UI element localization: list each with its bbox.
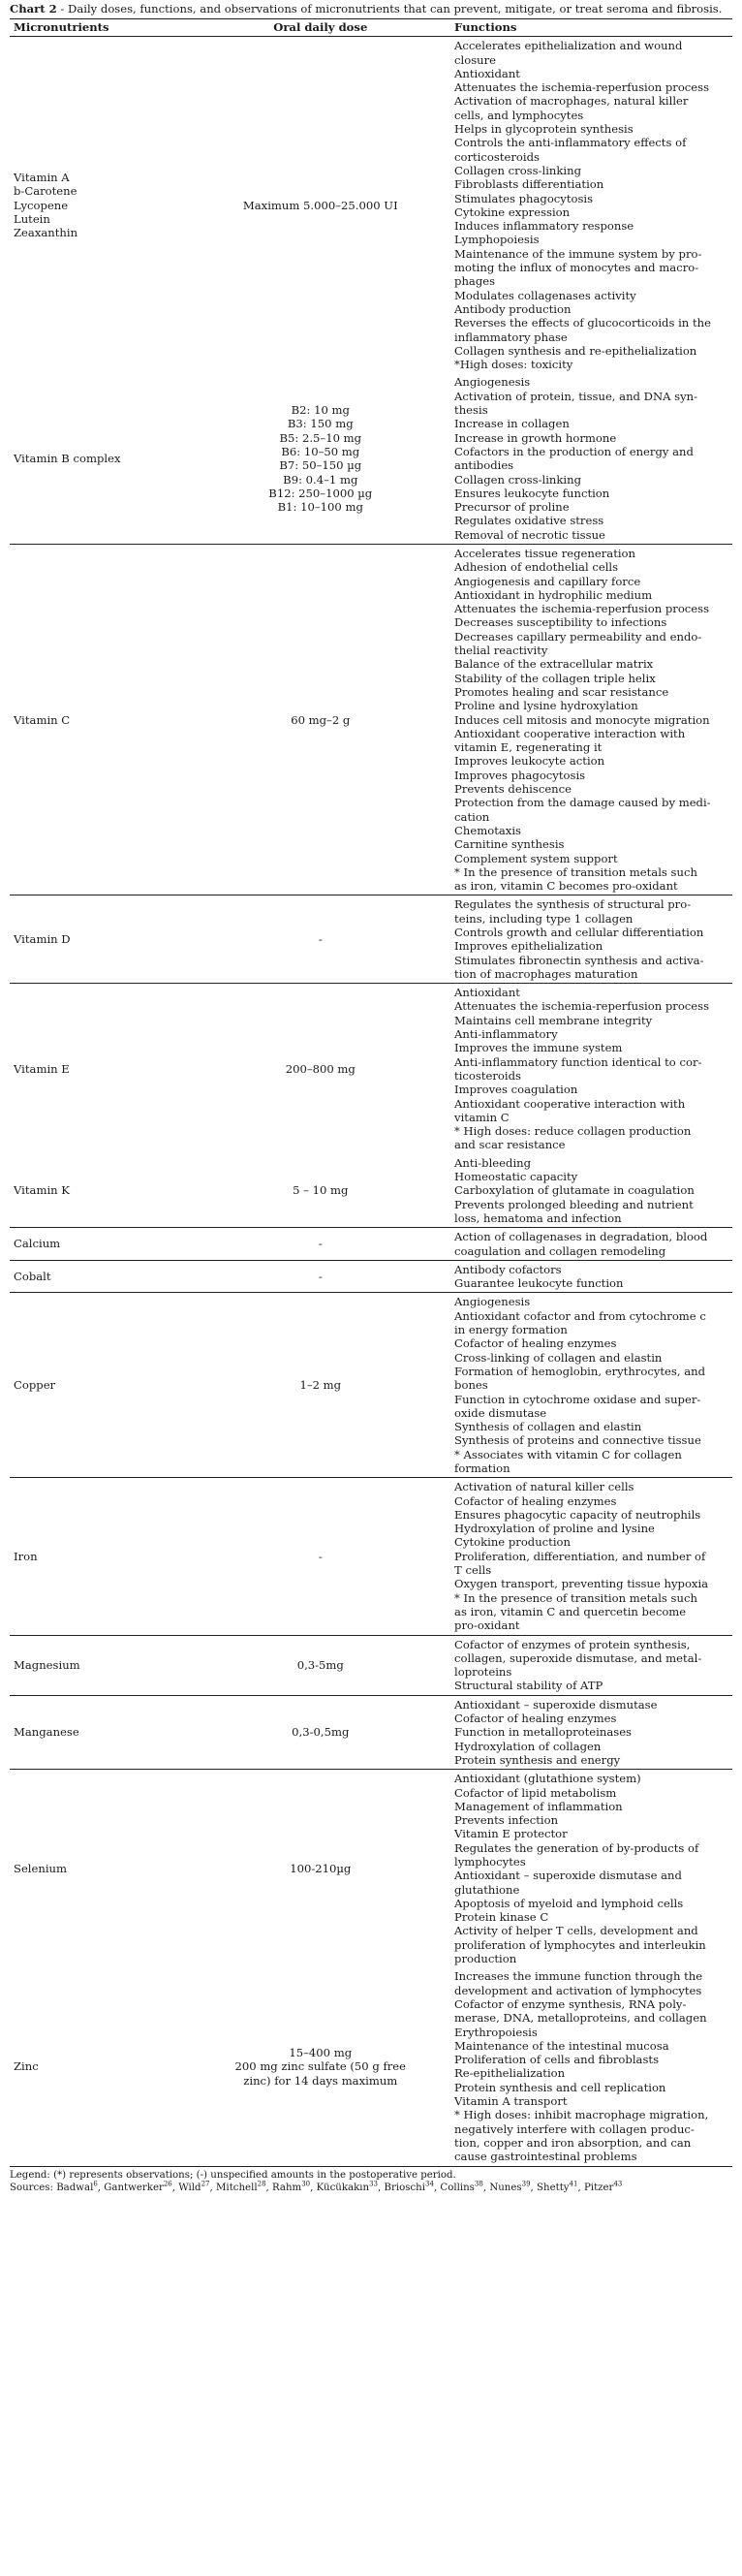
cell-line: Stimulates phagocytosis (454, 191, 594, 205)
cell-line: Function in cytochrome oxidase and super- (454, 1392, 701, 1406)
table-row (10, 544, 732, 895)
cell-line: Oxygen transport, preventing tissue hypoxia (454, 1577, 709, 1591)
cell-line: Protein synthesis and energy (454, 1752, 621, 1767)
source-name: Rahm (272, 2182, 302, 2193)
cell-line: Cytokine expression (454, 204, 571, 219)
cell-line: Precursor of proline (454, 500, 570, 515)
cell-line: Stability of the collagen triple helix (454, 671, 656, 685)
cell-line: Anti-inflammatory (454, 1027, 558, 1042)
table-row (10, 1635, 732, 1695)
source-name: Kücükakın (316, 2182, 370, 2193)
cell-line: proliferation of lymphocytes and interleukin (454, 1937, 706, 1952)
table-row (10, 895, 732, 984)
cell-line: Vitamin A (14, 171, 70, 185)
nutrient-cell (10, 544, 191, 895)
nutrient-cell (10, 895, 191, 984)
cell-line: * High doses: reduce collagen production (454, 1124, 692, 1139)
cell-line: vitamin C (454, 1110, 510, 1124)
source-ref: 38 (474, 2180, 483, 2188)
cell-line: Improves epithelialization (454, 939, 603, 954)
table-row (10, 1260, 732, 1293)
cell-line: Ensures leukocyte function (454, 486, 610, 500)
functions-cell (450, 1967, 732, 2166)
source-name: Shetty (537, 2182, 570, 2193)
source-name: Gantwerker (104, 2182, 164, 2193)
cell-line: Regulates oxidative stress (454, 514, 604, 528)
dose-cell (191, 895, 451, 984)
functions-cell (450, 1478, 732, 1635)
cell-line: Improves coagulation (454, 1083, 578, 1097)
cell-line: Cross-linking of collagen and elastin (454, 1350, 663, 1365)
cell-line: Angiogenesis (454, 375, 531, 390)
cell-line: Cofactor of lipid metabolism (454, 1785, 617, 1800)
cell-line: Lutein (14, 212, 50, 226)
cell-line: Antioxidant cooperative interaction with (454, 1096, 686, 1111)
cell-line: Maintenance of the intestinal mucosa (454, 2038, 669, 2053)
cell-line: Zinc (14, 2059, 39, 2074)
micronutrients-table (10, 18, 732, 2167)
nutrient-cell (10, 373, 191, 544)
cell-line: Apoptosis of myeloid and lymphoid cells (454, 1896, 684, 1910)
table-row (10, 373, 732, 544)
cell-line: Antioxidant – superoxide dismutase and (454, 1869, 682, 1883)
cell-line: Homeostatic capacity (454, 1170, 578, 1184)
cell-line: B9: 0.4–1 mg (283, 472, 358, 487)
source-ref: 39 (521, 2180, 531, 2188)
cell-line: Chemotaxis (454, 823, 521, 837)
cell-line: Formation of hemoglobin, erythrocytes, and (454, 1364, 706, 1378)
cell-line: glutathione (454, 1882, 520, 1897)
cell-line: Activation of natural killer cells (454, 1480, 634, 1494)
dose-cell (191, 373, 451, 544)
cell-line: Antioxidant in hydrophilic medium (454, 587, 653, 602)
cell-line: Reverses the effects of glucocorticoids in the (454, 316, 711, 330)
source-ref: 34 (425, 2180, 434, 2188)
cell-line: cells, and lymphocytes (454, 108, 584, 122)
cell-line: Induces inflammatory response (454, 219, 634, 234)
cell-line: and scar resistance (454, 1138, 566, 1152)
cell-line: Decreases capillary permeability and endo- (454, 629, 702, 644)
cell-line: 200–800 mg (285, 1061, 356, 1076)
cell-line: Decreases susceptibility to infections (454, 615, 667, 630)
functions-cell (450, 1228, 732, 1261)
cell-line: antibodies (454, 458, 514, 473)
cell-line: Copper (14, 1378, 56, 1393)
legend-text: Legend: (*) represents observations; (-) unspecified amounts in the postoperative period. (10, 2169, 456, 2181)
cell-line: Protein kinase C (454, 1910, 549, 1925)
cell-line: 100-210µg (290, 1862, 352, 1876)
source-name: Badwal (56, 2182, 94, 2193)
dose-cell (191, 544, 451, 895)
nutrient-cell (10, 1260, 191, 1293)
source-ref: 28 (257, 2180, 266, 2188)
cell-line: Maximum 5.000–25.000 UI (242, 198, 398, 212)
cell-line: Stimulates fibronectin synthesis and activa- (454, 953, 704, 967)
cell-line: Vitamin K (14, 1183, 70, 1198)
cell-line: Hydroxylation of proline and lysine (454, 1522, 655, 1536)
cell-line: 60 mg–2 g (291, 712, 351, 727)
cell-line: Synthesis of proteins and connective tissue (454, 1433, 701, 1448)
table-body (10, 37, 732, 2166)
cell-line: Synthesis of collagen and elastin (454, 1420, 642, 1434)
cell-line: bones (454, 1378, 488, 1393)
cell-line: Zeaxanthin (14, 226, 78, 240)
cell-line: - (318, 1269, 323, 1283)
nutrient-cell (10, 984, 191, 1154)
cell-line: thelial reactivity (454, 644, 548, 658)
cell-line: inflammatory phase (454, 330, 568, 344)
cell-line: in energy formation (454, 1323, 568, 1337)
cell-line: Attenuates the ischemia-reperfusion process (454, 602, 710, 616)
cell-line: vitamin E, regenerating it (454, 740, 603, 755)
cell-line: 5 – 10 mg (293, 1183, 349, 1198)
sources-line: Sources: Badwal$^6$, Gantwerker$^{26}$, Wild$^{27}$, Mitchell$^{28}$, Rahm$^{30}$, Kücükakın$^{33}$, Brioschi$^{34}$, Collins$^{38}$, Nunes$^{39}$, Shetty$^{41}$, Pitzer$^{43}$ (10, 2180, 623, 2193)
cell-line: * High doses: inhibit macrophage migration, (454, 2108, 709, 2122)
cell-line: oxide dismutase (454, 1405, 547, 1420)
functions-cell (450, 37, 732, 374)
functions-cell (450, 1695, 732, 1769)
functions-cell (450, 1154, 732, 1228)
cell-line: Antioxidant (454, 66, 520, 80)
dose-cell (191, 1228, 451, 1261)
dose-cell (191, 1478, 451, 1635)
cell-line: Improves phagocytosis (454, 768, 586, 782)
cell-line: Iron (14, 1549, 38, 1563)
header-micronutrients: Micronutrients (10, 19, 191, 37)
functions-cell (450, 984, 732, 1154)
cell-line: Attenuates the ischemia-reperfusion process (454, 80, 710, 95)
cell-line: Increase in collagen (454, 417, 570, 431)
cell-line: phages (454, 274, 496, 289)
cell-line: Antioxidant cooperative interaction with (454, 726, 686, 740)
cell-line: Angiogenesis (454, 1295, 531, 1309)
cell-line: Guarantee leukocyte function (454, 1276, 624, 1291)
cell-line: Vitamin B complex (14, 452, 121, 466)
sources-prefix: Sources: (10, 2182, 57, 2193)
cell-line: negatively interfere with collagen produc- (454, 2121, 695, 2136)
cell-line: formation (454, 1461, 510, 1475)
cell-line: Helps in glycoprotein synthesis (454, 122, 634, 137)
source-ref: 33 (369, 2180, 379, 2188)
cell-line: Antibody production (454, 301, 572, 316)
cell-line: Cobalt (14, 1269, 51, 1283)
cell-line: Vitamin E protector (454, 1827, 568, 1841)
cell-line: Re-epithelialization (454, 2066, 566, 2081)
cell-line: Controls the anti-inflammatory effects of (454, 136, 687, 150)
cell-line: * Associates with vitamin C for collagen (454, 1447, 682, 1461)
nutrient-cell (10, 1967, 191, 2166)
cell-line: Adhesion of endothelial cells (454, 560, 619, 575)
dose-cell (191, 1293, 451, 1478)
functions-cell (450, 1635, 732, 1695)
cell-line: Collagen cross-linking (454, 472, 581, 487)
cell-line: Increases the immune function through the (454, 1969, 703, 1984)
cell-line: B5: 2.5–10 mg (279, 430, 362, 445)
source-ref: 30 (301, 2180, 311, 2188)
functions-cell (450, 895, 732, 984)
source-ref: 26 (163, 2180, 172, 2188)
cell-line: merase, DNA, metalloproteins, and collagen (454, 2011, 707, 2026)
functions-cell (450, 1293, 732, 1478)
header-oral-daily-dose: Oral daily dose (191, 19, 451, 37)
cell-line: Activation of protein, tissue, and DNA syn- (454, 389, 698, 403)
cell-line: Vitamin A transport (454, 2094, 568, 2109)
cell-line: Collagen synthesis and re-epithelialization (454, 343, 697, 358)
dose-cell (191, 1154, 451, 1228)
cell-line: Balance of the extracellular matrix (454, 657, 654, 672)
source-name: Collins (440, 2182, 475, 2193)
cell-line: Management of inflammation (454, 1799, 623, 1813)
cell-line: 1–2 mg (299, 1378, 342, 1393)
cell-line: Structural stability of ATP (454, 1679, 603, 1693)
cell-line: Ensures phagocytic capacity of neutrophils (454, 1507, 701, 1522)
table-header (10, 19, 732, 37)
nutrient-cell (10, 1695, 191, 1769)
cell-line: Activity of helper T cells, development and (454, 1924, 698, 1938)
cell-line: coagulation and collagen remodeling (454, 1243, 666, 1258)
cell-line: Attenuates the ischemia-reperfusion process (454, 999, 710, 1014)
cell-line: Removal of necrotic tissue (454, 527, 605, 542)
cell-line: teins, including type 1 collagen (454, 911, 634, 926)
cell-line: Maintains cell membrane integrity (454, 1013, 653, 1027)
cell-line: Calcium (14, 1237, 61, 1251)
cell-line: Protein synthesis and cell replication (454, 2080, 666, 2094)
dose-cell (191, 1695, 451, 1769)
cell-line: Antioxidant (glutathione system) (454, 1772, 641, 1786)
cell-line: collagen, superoxide dismutase, and metal- (454, 1650, 702, 1665)
cell-line: loproteins (454, 1665, 512, 1680)
table-row (10, 1228, 732, 1261)
cell-line: tion of macrophages maturation (454, 966, 638, 981)
cell-line: pro-oxidant (454, 1618, 520, 1633)
cell-line: - (318, 1237, 323, 1251)
nutrient-cell (10, 1478, 191, 1635)
cell-line: * In the presence of transition metals such (454, 1590, 697, 1605)
cell-line: Collagen cross-linking (454, 163, 581, 177)
functions-cell (450, 373, 732, 544)
cell-line: - (318, 932, 323, 947)
cell-line: B3: 150 mg (287, 417, 354, 431)
cell-line: ticosteroids (454, 1068, 521, 1083)
cell-line: Proline and lysine hydroxylation (454, 699, 638, 713)
source-name: Mitchell (216, 2182, 258, 2193)
source-ref: 43 (613, 2180, 623, 2188)
cell-line: Modulates collagenases activity (454, 288, 636, 302)
cell-line: Prevents dehiscence (454, 782, 572, 797)
table-row (10, 1770, 732, 1968)
cell-line: Lymphopoiesis (454, 233, 540, 247)
cell-line: Controls growth and cellular differentiation (454, 926, 704, 939)
cell-line: Carnitine synthesis (454, 837, 565, 852)
cell-line: Anti-inflammatory function identical to cor- (454, 1054, 702, 1069)
cell-line: Induces cell mitosis and monocyte migration (454, 712, 710, 727)
cell-line: Function in metalloproteinases (454, 1725, 633, 1740)
cell-line: Manganese (14, 1725, 79, 1740)
table-row (10, 984, 732, 1154)
cell-line: closure (454, 52, 497, 67)
table-caption (10, 2, 732, 16)
cell-line: Anti-bleeding (454, 1155, 532, 1170)
source-ref: 41 (569, 2180, 578, 2188)
cell-line: Prevents prolonged bleeding and nutrient (454, 1197, 694, 1211)
cell-line: production (454, 1952, 517, 1966)
cell-line: Vitamin D (14, 932, 71, 947)
cell-line: 200 mg zinc sulfate (50 g free (234, 2059, 407, 2074)
cell-line: Antioxidant cofactor and from cytochrome c (454, 1308, 706, 1323)
cell-line: Protection from the damage caused by medi- (454, 796, 711, 810)
cell-line: zinc) for 14 days maximum (243, 2073, 398, 2088)
cell-line: Prevents infection (454, 1813, 559, 1828)
cell-line: T cells (454, 1563, 492, 1578)
cell-line: Cytokine production (454, 1535, 571, 1550)
table-row (10, 1695, 732, 1769)
header-functions: Functions (450, 19, 732, 37)
cell-line: as iron, vitamin C becomes pro-oxidant (454, 879, 678, 894)
caption-text: - Daily doses, functions, and observations of micronutrients that can prevent, mitigate, or treat seroma and fibrosis. (56, 2, 723, 16)
cell-line: B6: 10–50 mg (281, 444, 360, 458)
cell-line: B2: 10 mg (291, 403, 350, 418)
cell-line: Antibody cofactors (454, 1262, 562, 1276)
cell-line: Selenium (14, 1862, 68, 1876)
cell-line: Magnesium (14, 1657, 80, 1672)
cell-line: - (318, 1549, 323, 1563)
cell-line: Vitamin C (14, 712, 71, 727)
cell-line: Cofactors in the production of energy and (454, 444, 694, 458)
table-row (10, 1154, 732, 1228)
cell-line: Erythropoiesis (454, 2025, 538, 2039)
cell-line: lymphocytes (454, 1855, 526, 1869)
cell-line: Cofactor of healing enzymes (454, 1336, 617, 1351)
cell-line: Hydroxylation of collagen (454, 1739, 602, 1753)
cell-line: Angiogenesis and capillary force (454, 574, 641, 588)
cell-line: Activation of macrophages, natural killer (454, 94, 689, 109)
cell-line: cause gastrointestinal problems (454, 2150, 637, 2164)
cell-line: Accelerates epithelialization and wound (454, 39, 683, 53)
source-name: Nunes (489, 2182, 522, 2193)
dose-cell (191, 37, 451, 374)
cell-line: Lycopene (14, 198, 69, 212)
nutrient-cell (10, 37, 191, 374)
cell-line: B1: 10–100 mg (277, 500, 363, 515)
cell-line: Cofactor of healing enzymes (454, 1712, 617, 1726)
cell-line: Action of collagenases in degradation, blood (454, 1230, 708, 1244)
functions-cell (450, 1770, 732, 1968)
cell-line: as iron, vitamin C and quercetin become (454, 1604, 687, 1618)
nutrient-cell (10, 1293, 191, 1478)
nutrient-cell (10, 1770, 191, 1968)
cell-line: Cofactor of enzyme synthesis, RNA poly- (454, 1996, 687, 2011)
cell-line: Vitamin E (14, 1061, 70, 1076)
cell-line: Antioxidant – superoxide dismutase (454, 1697, 658, 1712)
functions-cell (450, 1260, 732, 1293)
dose-cell (191, 1770, 451, 1968)
cell-line: Improves the immune system (454, 1041, 623, 1055)
source-name: Pitzer (583, 2182, 614, 2193)
cell-line: Accelerates tissue regeneration (454, 546, 636, 560)
cell-line: thesis (454, 403, 488, 418)
source-name: Wild (178, 2182, 201, 2193)
cell-line: cation (454, 809, 490, 824)
nutrient-cell (10, 1154, 191, 1228)
source-name: Brioschi (384, 2182, 426, 2193)
dose-cell (191, 1260, 451, 1293)
cell-line: 0,3-0,5mg (292, 1725, 350, 1740)
cell-line: moting the influx of monocytes and macro- (454, 261, 699, 275)
cell-line: Increase in growth hormone (454, 430, 617, 445)
functions-cell (450, 544, 732, 895)
cell-line: Complement system support (454, 851, 618, 865)
table-footer (10, 2169, 732, 2194)
cell-line: loss, hematoma and infection (454, 1210, 622, 1225)
cell-line: tion, copper and iron absorption, and can (454, 2135, 692, 2150)
header-row (10, 19, 732, 37)
cell-line: Promotes healing and scar resistance (454, 684, 669, 699)
cell-line: Fibroblasts differentiation (454, 177, 604, 192)
cell-line: Cofactor of healing enzymes (454, 1493, 617, 1508)
cell-line: development and activation of lymphocytes (454, 1983, 702, 1997)
cell-line: *High doses: toxicity (454, 358, 573, 372)
cell-line: 15–400 mg (289, 2046, 353, 2059)
cell-line: Proliferation, differentiation, and number of (454, 1549, 706, 1563)
cell-line: Cofactor of enzymes of protein synthesis, (454, 1637, 691, 1651)
table-row (10, 37, 732, 374)
source-ref: 6 (93, 2180, 98, 2188)
source-ref: 27 (201, 2180, 210, 2188)
cell-line: B7: 50–150 µg (279, 458, 362, 473)
cell-line: b-Carotene (14, 184, 77, 199)
cell-line: Regulates the synthesis of structural pro- (454, 897, 692, 912)
dose-cell (191, 1635, 451, 1695)
table-row (10, 1967, 732, 2166)
cell-line: Carboxylation of glutamate in coagulation (454, 1183, 695, 1198)
cell-line: 0,3-5mg (296, 1657, 344, 1672)
dose-cell (191, 984, 451, 1154)
cell-line: Improves leukocyte action (454, 754, 605, 769)
cell-line: * In the presence of transition metals such (454, 864, 697, 879)
table-row (10, 1478, 732, 1635)
cell-line: Maintenance of the immune system by pro- (454, 246, 702, 261)
cell-line: Regulates the generation of by-products of (454, 1840, 699, 1855)
cell-line: B12: 250–1000 µg (268, 486, 373, 500)
dose-cell (191, 1967, 451, 2166)
cell-line: Antioxidant (454, 986, 520, 1000)
nutrient-cell (10, 1635, 191, 1695)
table-row (10, 1293, 732, 1478)
nutrient-cell (10, 1228, 191, 1261)
cell-line: Proliferation of cells and fibroblasts (454, 2053, 660, 2067)
cell-line: corticosteroids (454, 149, 540, 164)
caption-label: Chart 2 (10, 2, 57, 16)
